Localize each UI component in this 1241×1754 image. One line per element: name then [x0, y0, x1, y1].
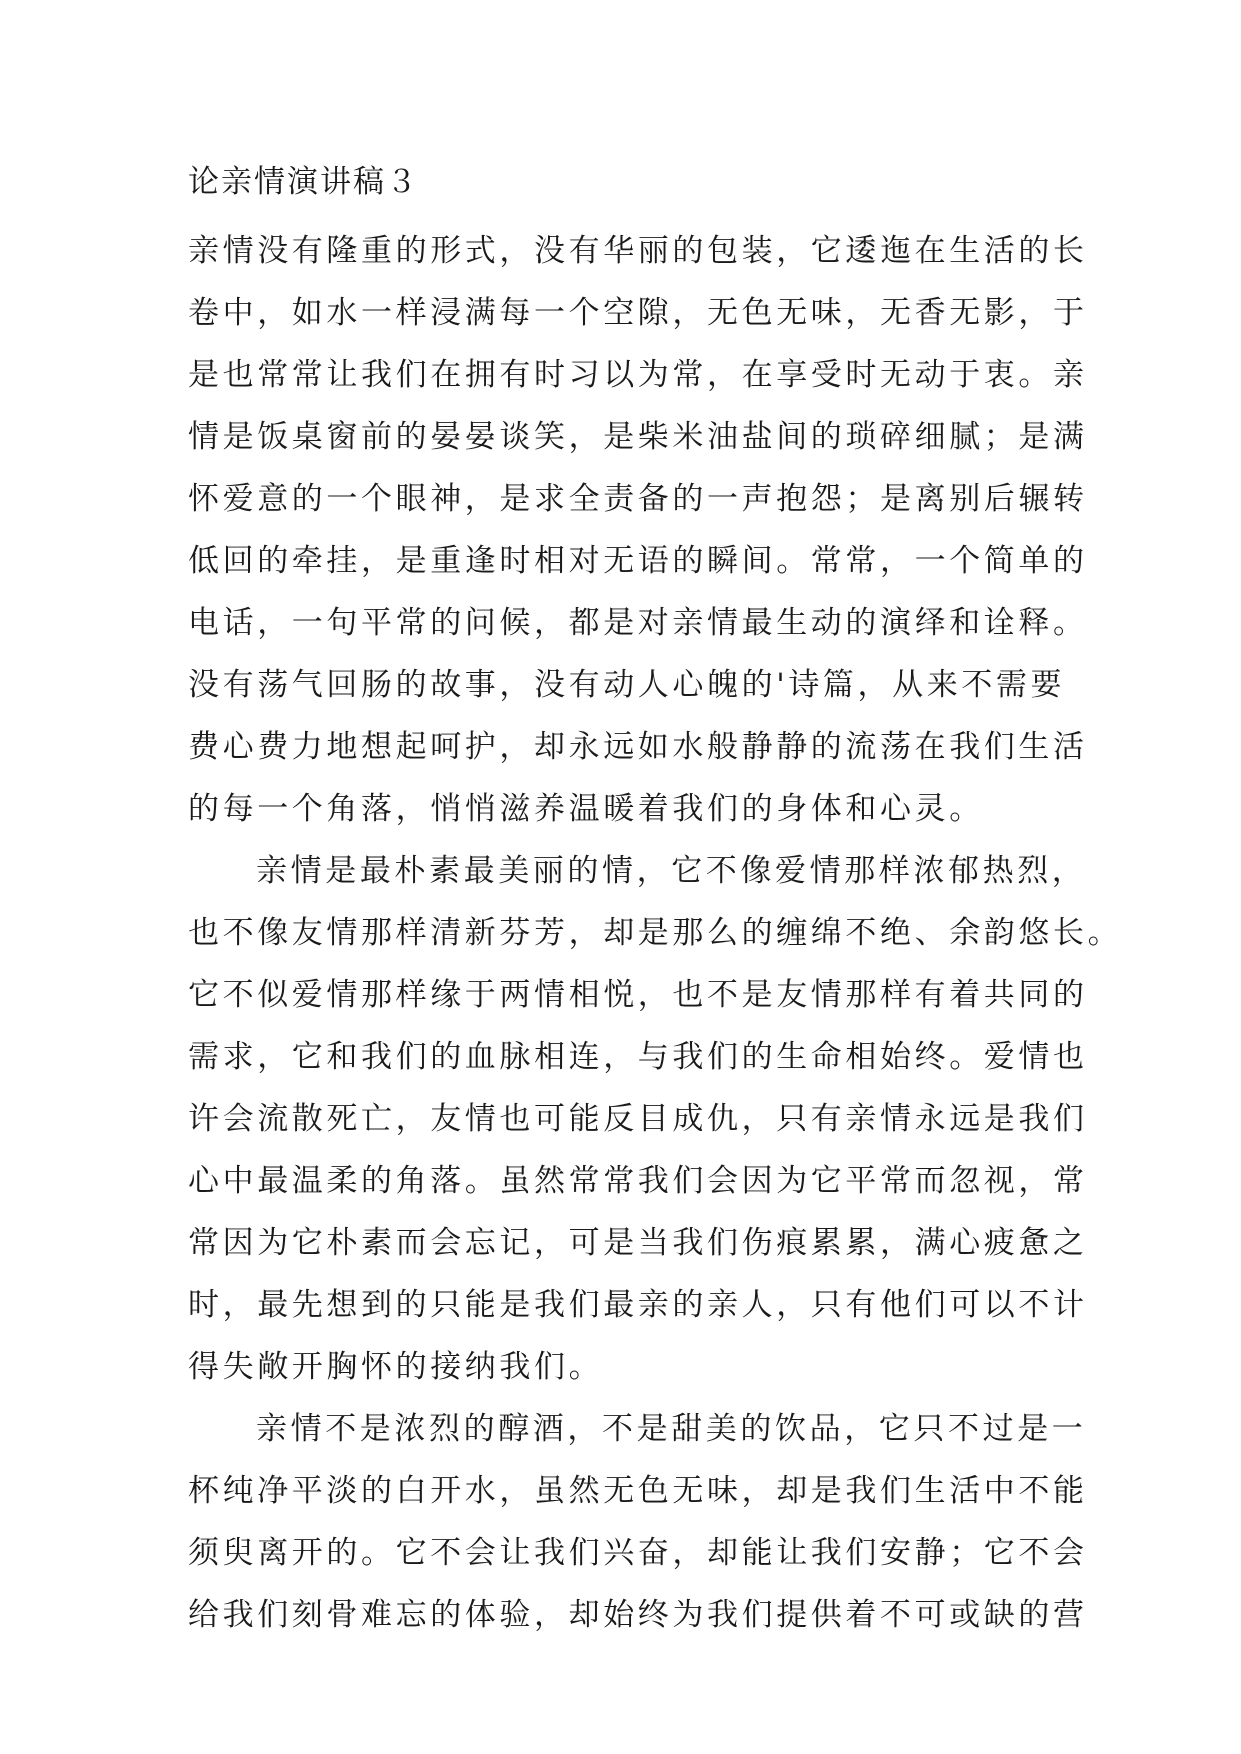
text-line: 亲情是最朴素最美丽的情，它不像爱情那样浓郁热烈， [256, 853, 1087, 889]
text-line: 杯纯净平淡的白开水，虽然无色无味，却是我们生活中不能 [188, 1473, 1088, 1509]
text-line: 亲情不是浓烈的醇酒，不是甜美的饮品，它只不过是一 [256, 1411, 1087, 1447]
text-line: 卷中，如水一样浸满每一个空隙，无色无味，无香无影，于 [188, 295, 1088, 331]
text-line: 许会流散死亡，友情也可能反目成仇，只有亲情永远是我们 [188, 1101, 1088, 1137]
text-line: 时，最先想到的只能是我们最亲的亲人，只有他们可以不计 [188, 1287, 1088, 1323]
text-line: 需求，它和我们的血脉相连，与我们的生命相始终。爱情也 [188, 1039, 1088, 1075]
text-line: 怀爱意的一个眼神，是求全责备的一声抱怨；是离别后辗转 [188, 481, 1088, 517]
text-line: 没有荡气回肠的故事，没有动人心魄的'诗篇，从来不需要 [188, 667, 1066, 703]
text-line: 它不似爱情那样缘于两情相悦，也不是友情那样有着共同的 [188, 977, 1088, 1013]
text-line: 的每一个角落，悄悄滋养温暖着我们的身体和心灵。 [188, 791, 984, 827]
text-line: 须臾离开的。它不会让我们兴奋，却能让我们安静；它不会 [188, 1535, 1088, 1571]
text-line: 给我们刻骨难忘的体验，却始终为我们提供着不可或缺的营 [188, 1597, 1088, 1633]
text-line: 亲情没有隆重的形式，没有华丽的包装，它逶迤在生活的长 [188, 233, 1088, 269]
document-body [188, 220, 1123, 1646]
document-title: 论亲情演讲稿３ [188, 164, 419, 200]
text-line: 情是饭桌窗前的晏晏谈笑，是柴米油盐间的琐碎细腻；是满 [188, 419, 1088, 455]
text-line: 电话，一句平常的问候，都是对亲情最生动的演绎和诠释。 [188, 605, 1088, 641]
text-line: 心中最温柔的角落。虽然常常我们会因为它平常而忽视，常 [188, 1163, 1088, 1199]
text-line: 得失敞开胸怀的接纳我们。 [188, 1349, 604, 1385]
text-line: 也不像友情那样清新芬芳，却是那么的缠绵不绝、余韵悠长。 [188, 915, 1123, 951]
text-line: 费心费力地想起呵护，却永远如水般静静的流荡在我们生活 [188, 729, 1088, 765]
text-line: 是也常常让我们在拥有时习以为常，在享受时无动于衷。亲 [188, 357, 1088, 393]
text-line: 低回的牵挂，是重逢时相对无语的瞬间。常常，一个简单的 [188, 543, 1088, 579]
text-line: 常因为它朴素而会忘记，可是当我们伤痕累累，满心疲惫之 [188, 1225, 1088, 1261]
